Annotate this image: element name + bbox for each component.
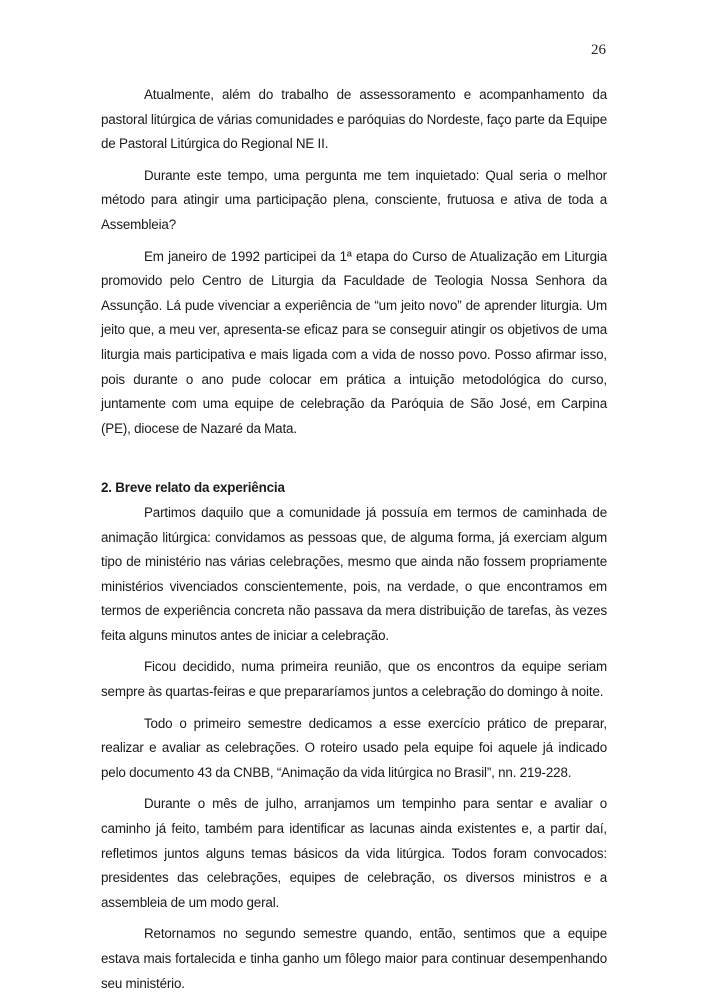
section-heading: 2. Breve relato da experiência — [101, 480, 285, 496]
paragraph-section-3: Todo o primeiro semestre dedicamos a esse exercício prático de preparar, realizar e avaliar as celebrações. O roteiro usado pela equipe foi aquele já indicado pelo documento 43 da CNBB, “Animação da vida litúrgica no Brasil”, nn. 219-228. — [101, 715, 607, 780]
paragraph-intro-2: Durante este tempo, uma pergunta me tem inquietado: Qual seria o melhor método para atingir uma participação plena, consciente, frutuosa e ativa de toda a Assembleia? — [101, 167, 607, 232]
paragraph-section-1: Partimos daquilo que a comunidade já possuía em termos de caminhada de animação litúrgica: convidamos as pessoas que, de alguma forma, já exerciam algum tipo de ministério nas várias celebrações, mesmo que ainda não fossem propriamente ministérios vivenciados conscientemente, pois, na verdade, o que encontramos em termos de experiência concreta não passava da mera distribuição de tarefas, às vezes feita alguns minutos antes de iniciar a celebração. — [101, 504, 607, 643]
paragraph-section-4: Durante o mês de julho, arranjamos um tempinho para sentar e avaliar o caminho já feito, também para identificar as lacunas ainda existentes e, a partir daí, refletimos juntos alguns temas básicos da vida litúrgica. Todos foram convocados: presidentes das celebrações, equipes de celebração, os diversos ministros e a assembleia de um modo geral. — [101, 796, 607, 910]
paragraph-section-2: Ficou decidido, numa primeira reunião, que os encontros da equipe seriam sempre às quartas-feiras e que prepararíamos juntos a celebração do domingo à noite. — [101, 659, 607, 700]
document-body — [101, 83, 607, 1003]
page-number: 26 — [591, 42, 606, 58]
paragraph-section-5: Retornamos no segundo semestre quando, então, sentimos que a equipe estava mais fortalecida e tinha ganho um fôlego maior para continuar desempenhando seu ministério. — [101, 926, 607, 991]
paragraph-intro-3: Em janeiro de 1992 participei da 1ª etapa do Curso de Atualização em Liturgia promovido pelo Centro de Liturgia da Faculdade de Teologia Nossa Senhora da Assunção. Lá pude vivenciar a experiência de “um jeito novo” de aprender liturgia. Um jeito que, a meu ver, apresenta-se eficaz para se conseguir atingir os objetivos de uma liturgia mais participativa e mais ligada com a vida de nosso povo. Posso afirmar isso, pois durante o ano pude colocar em prática a intuição metodológica do curso, juntamente com uma equipe de celebração da Paróquia de São José, em Carpina (PE), diocese de Nazaré da Mata. — [101, 248, 607, 436]
paragraph-intro-1: Atualmente, além do trabalho de assessoramento e acompanhamento da pastoral litúrgica de várias comunidades e paróquias do Nordeste, faço parte da Equipe de Pastoral Litúrgica do Regional NE II. — [101, 87, 607, 152]
